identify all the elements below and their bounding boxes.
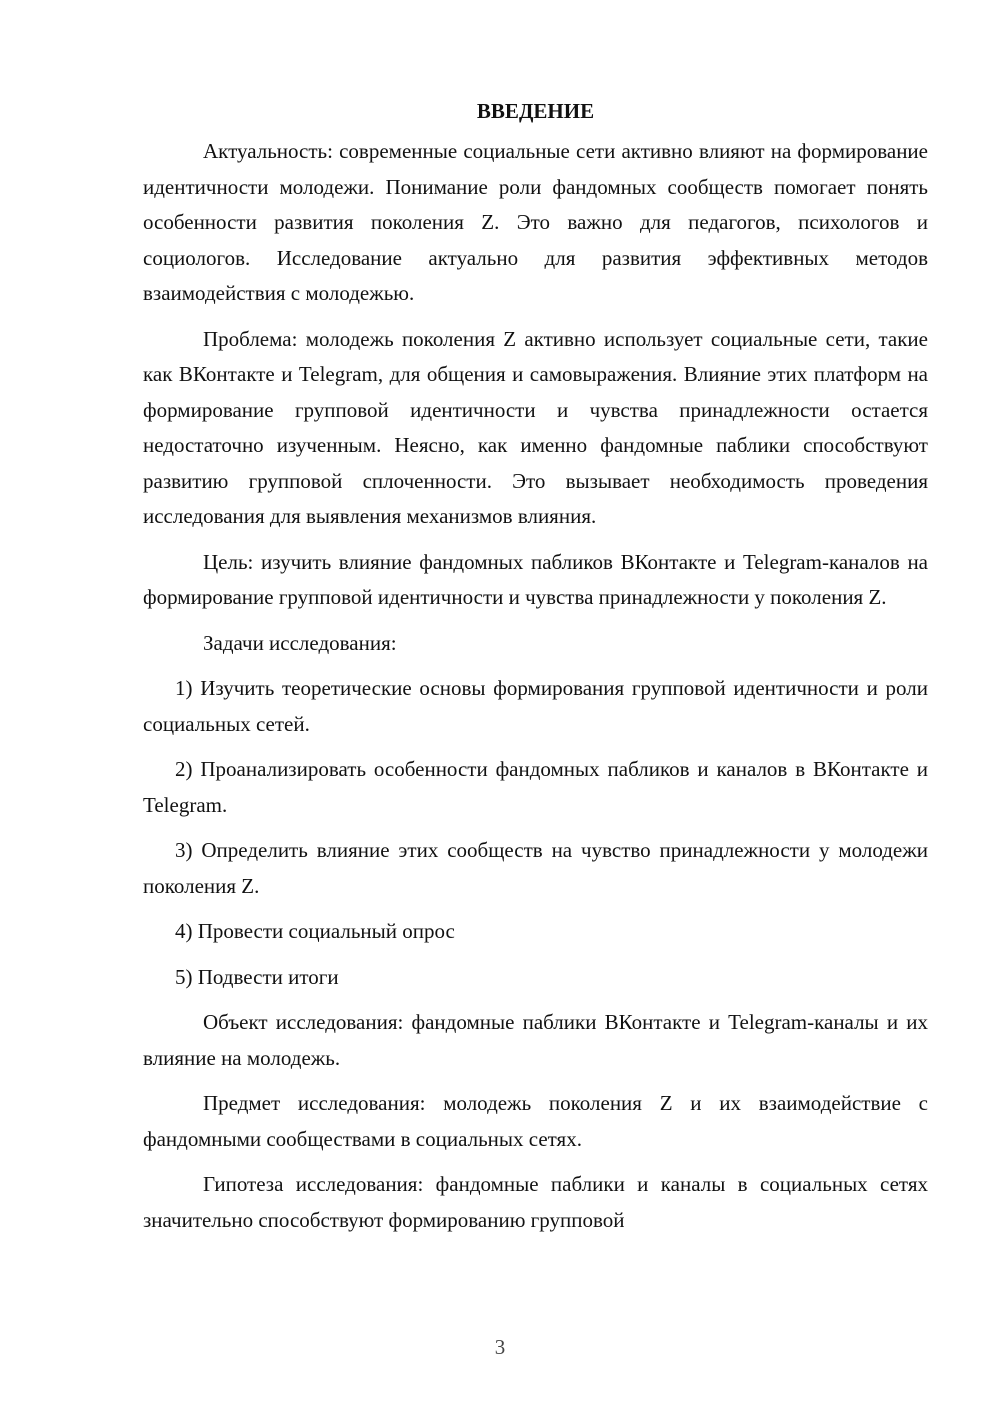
- tasks-heading: Задачи исследования:: [203, 630, 397, 655]
- page-title: ВВЕДЕНИЕ: [476, 99, 595, 123]
- goal-paragraph: Цель: изучить влияние фандомных пабликов ВКонтакте и Telegram-каналов на формирование групповой идентичности и чувства принадлежности у поколения Z.: [143, 549, 928, 609]
- problem-paragraph: Проблема: молодежь поколения Z активно использует социальные сети, такие как ВКонтакте и Telegram, для общения и самовыражения. Влияние этих платформ на формирование групповой идентичности и чувства принадлежности остается недостаточно изученным. Неясно, как именно фандомные паблики способствуют развитию групповой сплоченности. Это вызывает необходимость проведения исследования для выявления механизмов влияния.: [143, 326, 928, 528]
- object-paragraph: Объект исследования: фандомные паблики ВКонтакте и Telegram-каналы и их влияние на молодежь.: [143, 1010, 928, 1070]
- subject-paragraph: Предмет исследования: молодежь поколения Z и их взаимодействие с фандомными сообществами в социальных сетях.: [143, 1091, 928, 1151]
- page-content: [143, 98, 928, 1248]
- task-item: 4) Провести социальный опрос: [175, 919, 455, 943]
- relevance-paragraph: Актуальность: современные социальные сети активно влияют на формирование идентичности молодежи. Понимание роли фандомных сообществ помогает понять особенности развития поколения Z. Это важно для педагогов, психологов и социологов. Исследование актуально для развития эффективных методов взаимодействия с молодежью.: [143, 139, 928, 305]
- hypothesis-paragraph: Гипотеза исследования: фандомные паблики и каналы в социальных сетях значительно способствуют формированию групповой: [143, 1172, 928, 1232]
- task-item: 3) Определить влияние этих сообществ на чувство принадлежности у молодежи поколения Z.: [143, 838, 928, 898]
- task-item: 5) Подвести итоги: [175, 964, 339, 989]
- task-item: 1) Изучить теоретические основы формирования групповой идентичности и роли социальных сетей.: [143, 676, 928, 736]
- task-item: 2) Проанализировать особенности фандомных пабликов и каналов в ВКонтакте и Telegram.: [143, 757, 928, 817]
- page-number: 3: [494, 1335, 506, 1359]
